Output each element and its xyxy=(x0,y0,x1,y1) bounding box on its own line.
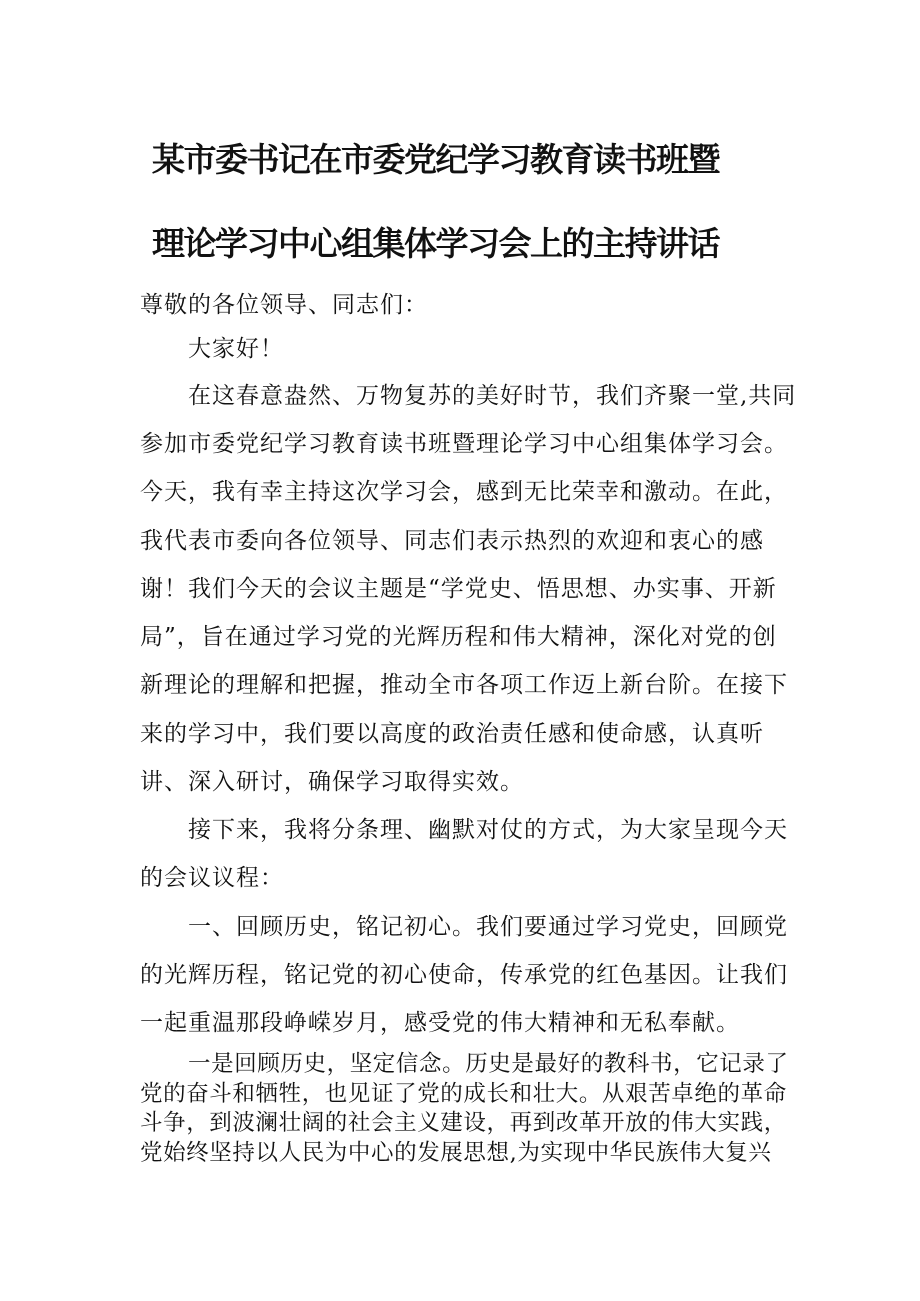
title-line-2: 理论学习中心组集体学习会上的主持讲话 xyxy=(152,224,719,263)
salutation: 尊敬的各位领导、同志们： xyxy=(140,292,428,318)
paragraph-sub-item-1: 一是回顾历史，坚定信念。历史是最好的教科书，它记录了党的奋斗和牺牲，也见证了党的成长和壮大。从艰苦卓绝的革命斗争，到波澜壮阔的社会主义建设，再到改革开放的伟大实践，党始终坚持以人民为中心的发展思想,为实现中华民族伟大复兴 xyxy=(140,1051,789,1166)
paragraph-agenda-item-1: 一、回顾历史，铭记初心。我们要通过学习党史，回顾党的光辉历程，铭记党的初心使命，传承党的红色基因。让我们一起重温那段峥嵘岁月，感受党的伟大精神和无私奉献。 xyxy=(140,914,788,1037)
paragraph-theme: 我们今天的会议主题是“学党史、悟思想、办实事、开新局”，旨在通过学习党的光辉历程和伟大精神，深化对党的创新理论的理解和把握，推动全市各项工作迈上新台阶。在接下来的学习中，我们要以高度的政治责任感和使命感，认真听讲、深入研讨，确保学习取得实效。 xyxy=(140,576,788,795)
greeting: 大家好！ xyxy=(188,336,284,362)
title-line-1: 某市委书记在市委党纪学习教育读书班暨 xyxy=(152,140,719,179)
paragraph-agenda-intro: 接下来，我将分条理、幽默对仗的方式，为大家呈现今天的会议议程： xyxy=(140,817,788,892)
paragraph-opening: 在这春意盎然、万物复苏的美好时节，我们齐聚一堂,共同参加市委党纪学习教育读书班暨理论学习中心组集体学习会。今天，我有幸主持这次学习会，感到无比荣幸和激动。在此，我代表市委向各位领导、同志们表示热烈的欢迎和衷心的感谢！ xyxy=(140,383,797,602)
